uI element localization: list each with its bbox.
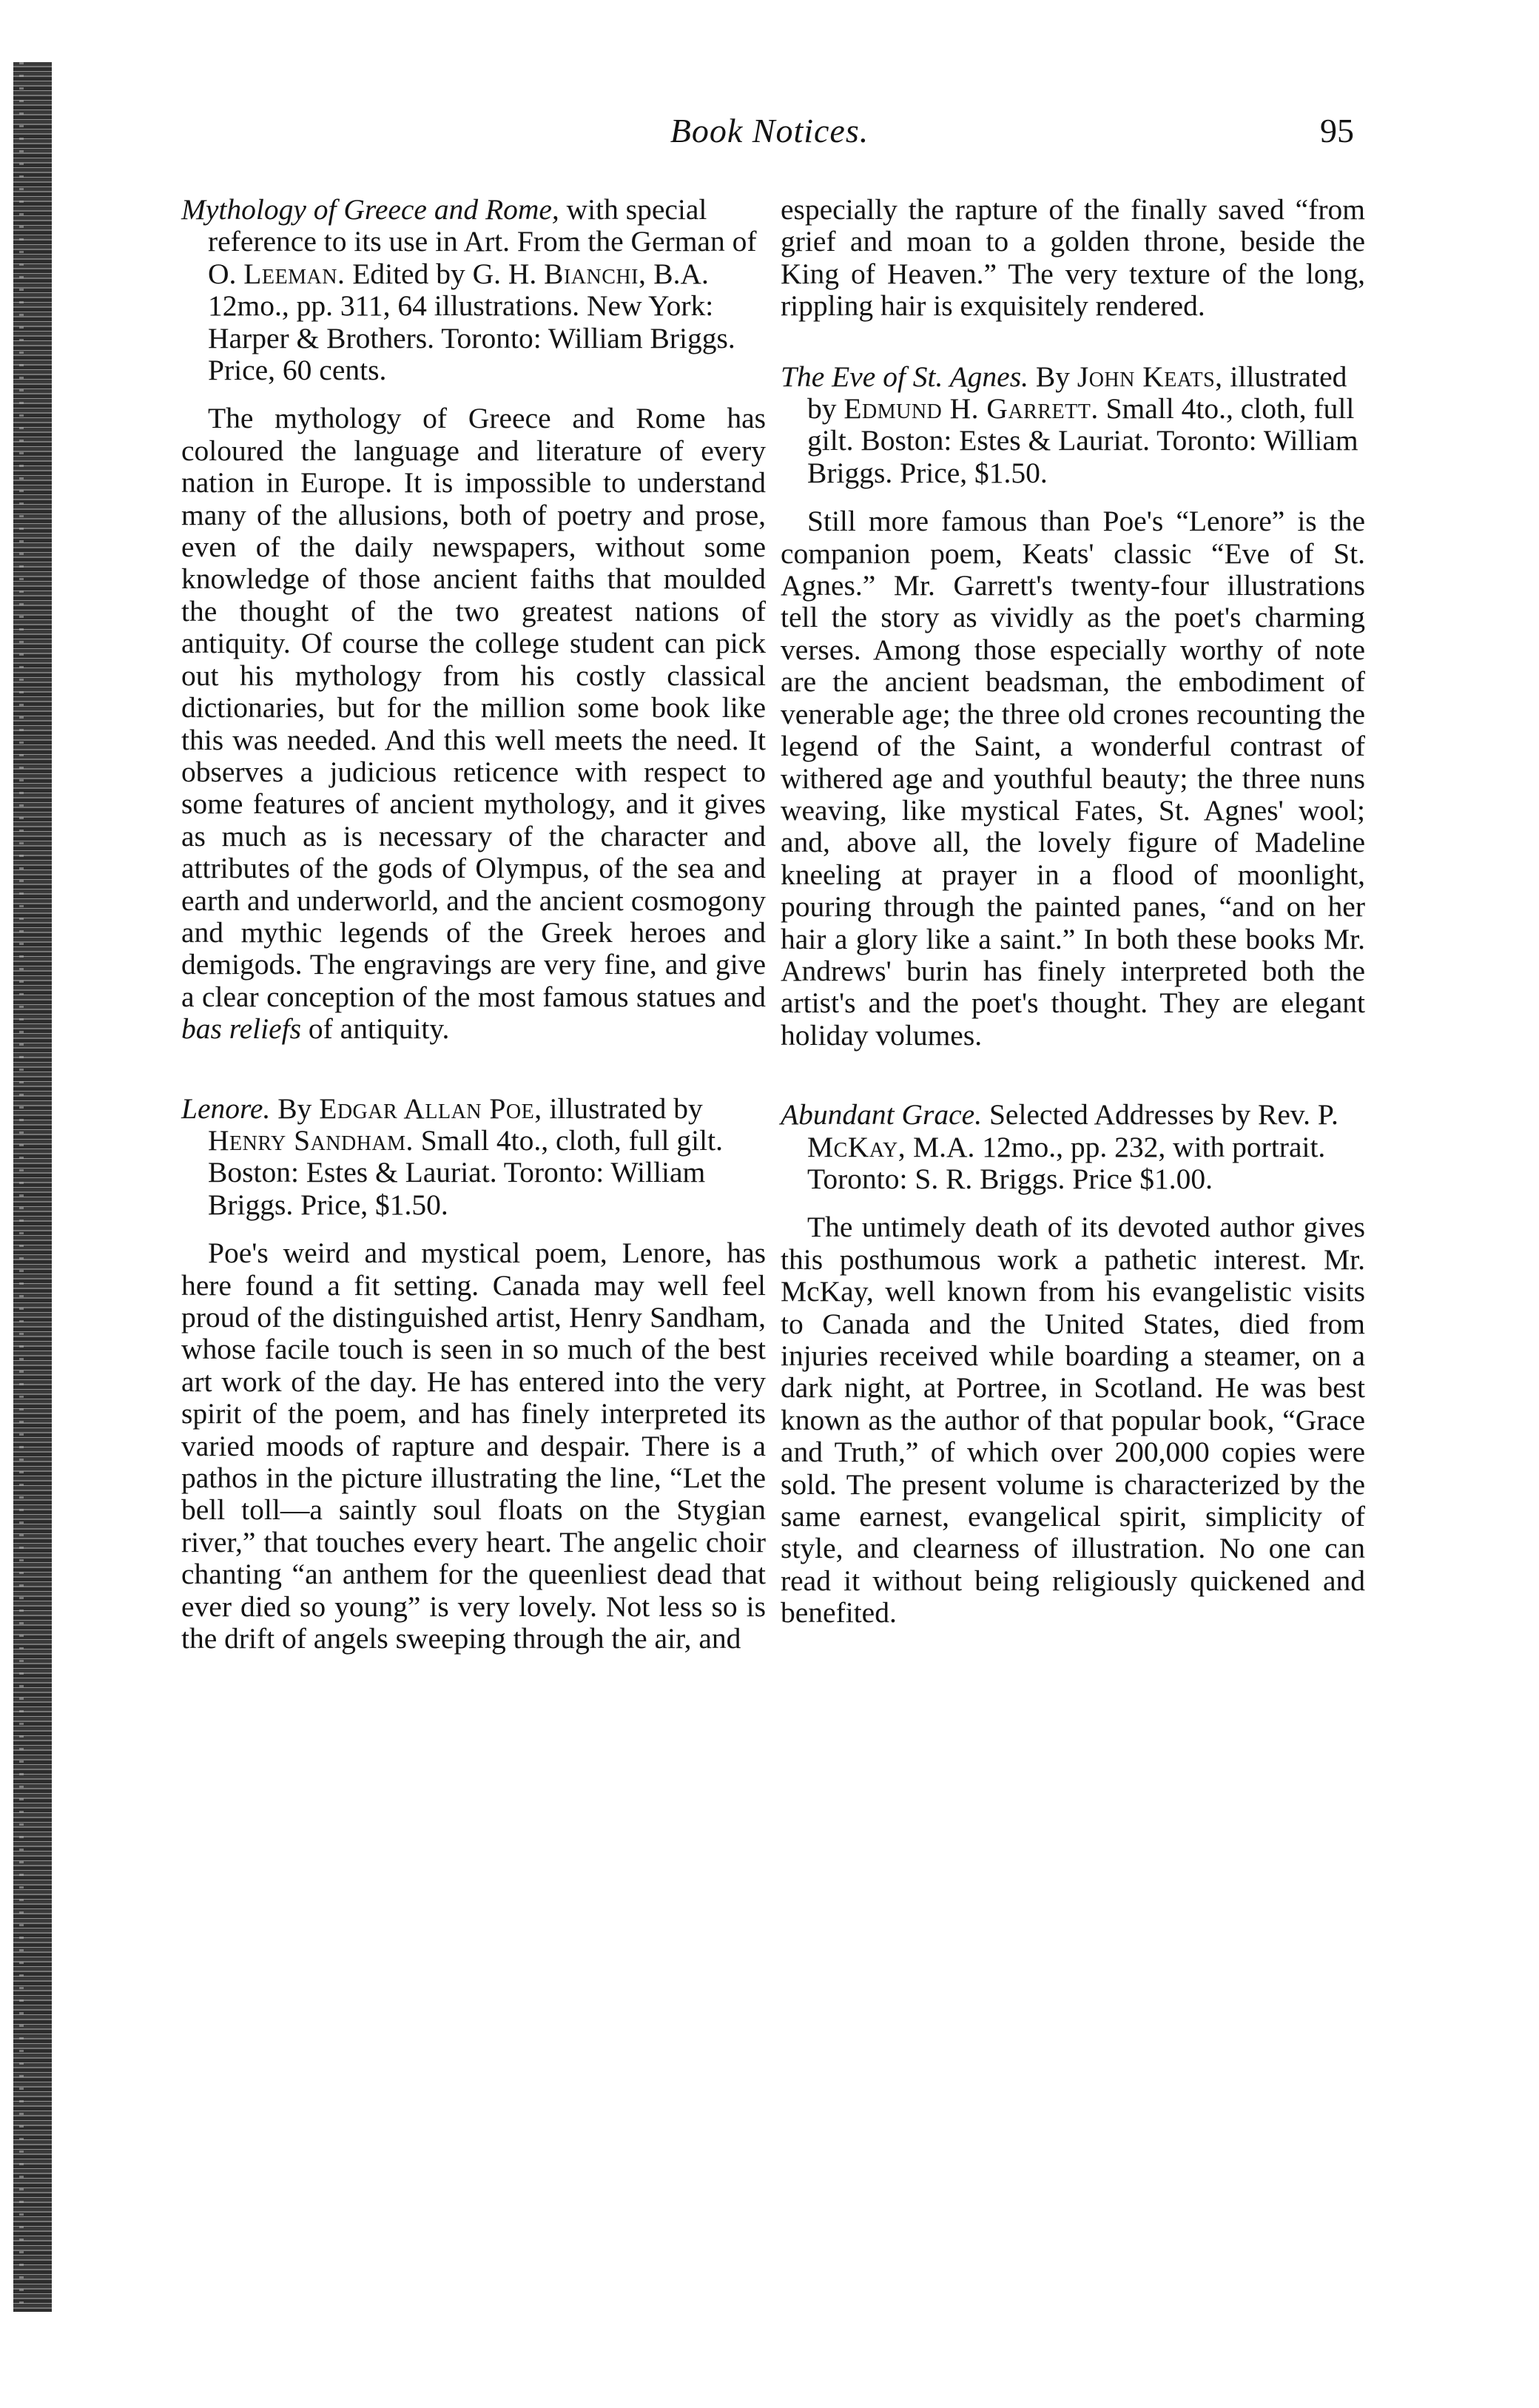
bibliography-text: By [1028,360,1077,393]
bibliography-text: Small 4to., cloth, full gilt. Boston: Estes & Lauriat. Toronto: William Briggs. Price, $1.50. [208,1123,723,1221]
review-body: of antiquity. [301,1012,450,1046]
review-text: The untimely death of its devoted author gives this posthumous work a pathetic interest. Mr. McKay, well known from his evangelistic visits to Canada and the United States, died from injuries received while boarding a steamer, on a dark night, at Portree, in Scotland. He was best known as the author of that popular book, “Grace and Truth,” of which over 200,000 copies were sold. The present volume is characterized by the same earnest, evangelical spirit, simplicity of style, and clearness of illustration. No one can read it without being religiously quickened and benefited. [781,1211,1365,1630]
bibliography-text: Edited by G. H. [345,257,545,290]
right-column [781,194,1365,1630]
illustrator-name: Edmund H. Garrett. [843,392,1099,426]
bibliography-text: illustrated by [542,1092,703,1125]
review-text [181,403,766,1045]
review-italic: bas reliefs [181,1012,302,1046]
book-title: Abundant Grace. [781,1098,983,1131]
notice-eve-of-st-agnes [781,361,1365,1052]
notice-lenore [181,1093,766,1655]
bibliography-text: By [270,1092,320,1125]
bibliography-text: Small 4to., cloth, full gilt. Boston: Estes & Lauriat. Toronto: William Briggs. Price, $1.50. [807,392,1358,489]
book-title: Lenore. [181,1092,271,1125]
notice-bibliography [781,1099,1365,1195]
bibliography-text: B.A. 12mo., pp. 311, 64 illustrations. New York: Harper & Brothers. Toronto: William Briggs. Price, 60 cents. [208,257,735,387]
author-name: P. McKay, [807,1098,1339,1163]
author-name: John Keats, [1077,360,1223,393]
notice-bibliography [181,1093,766,1222]
book-title: Mythology of Greece and Rome, [181,193,559,226]
author-name: Leeman. [243,257,346,290]
bibliography-text: with special reference to its use in Art. From the German of O. [208,193,757,290]
editor-name: Bianchi, [544,257,647,290]
review-text: Poe's weird and mystical poem, Lenore, has here found a fit setting. Canada may well feel proud of the distinguished artist, Henry Sandham, whose facile touch is seen in so much of the best art work of the day. He has entered into the very spirit of the poem, and has finely interpreted its varied moods of rapture and despair. There is a pathos in the picture illustrating the line, “Let the bell toll—a saintly soul floats on the Stygian river,” that touches every heart. The angelic choir chanting “an anthem for the queenliest dead that ever died so young” is very lovely. Not less so is the drift of angels sweeping through the air, and [181,1237,766,1655]
review-continued: especially the rapture of the finally saved “from grief and moan to a golden throne, beside the King of Heaven.” The very texture of the long, rippling hair is exquisitely rendered. [781,193,1365,323]
author-name: Edgar Allan Poe, [319,1092,542,1125]
bibliography-text: Selected Addresses by Rev. [982,1098,1318,1131]
notice-abundant-grace [781,1099,1365,1630]
notice-mythology [181,194,766,1046]
illustrator-name: Henry Sandham. [208,1123,414,1157]
review-body: The mythology of Greece and Rome has coloured the language and literature of every nation in Europe. It is impossible to understand many of the allusions, both of poetry and prose, even of the daily newspapers, without some knowledge of those ancient faiths that moulded the thought of the two greatest nations of antiquity. Of course the college student can pick out his mythology from his costly classical dictionaries, but for the million some book like this was needed. And this well meets the need. It observes a judicious reticence with respect to some features of ancient mythology, and it gives as much as is necessary of the character and attributes of the gods of Olympus, of the sea and earth and underworld, and the ancient cosmogony and mythic legends of the Greek heroes and demigods. The engravings are very fine, and give a clear conception of the most famous statues and [181,402,766,1013]
page-header [185,111,1354,163]
notice-bibliography [181,194,766,386]
review-text: Still more famous than Poe's “Lenore” is the companion poem, Keats' classic “Eve of St. Agnes.” Mr. Garrett's twenty-four illustrations tell the story as vividly as the poet's charming verses. Among those especially worthy of note are the ancient beadsman, the embodiment of venerable age; the three old crones recounting the legend of the Saint, a wonderful contrast of withered age and youthful beauty; the three nuns weaving, like mystical Fates, St. Agnes' wool; and, above all, the lovely figure of Madeline kneeling at prayer in a flood of moonlight, pouring through the painted panes, “and on her hair a glory like a saint.” In both these books Mr. Andrews' burin has finely interpreted both the artist's and the poet's thought. They are elegant holiday volumes. [781,505,1365,1052]
book-title: The Eve of St. Agnes. [781,360,1028,393]
scanned-page-edge [13,62,52,2312]
page-number: 95 [1320,112,1354,149]
running-head: Book Notices. [670,112,869,149]
bibliography-text: M.A. 12mo., pp. 232, with portrait. Toronto: S. R. Briggs. Price $1.00. [807,1130,1326,1195]
bibliography-text: illustrated by [807,360,1347,426]
left-column [181,194,766,1655]
notice-bibliography [781,361,1365,490]
